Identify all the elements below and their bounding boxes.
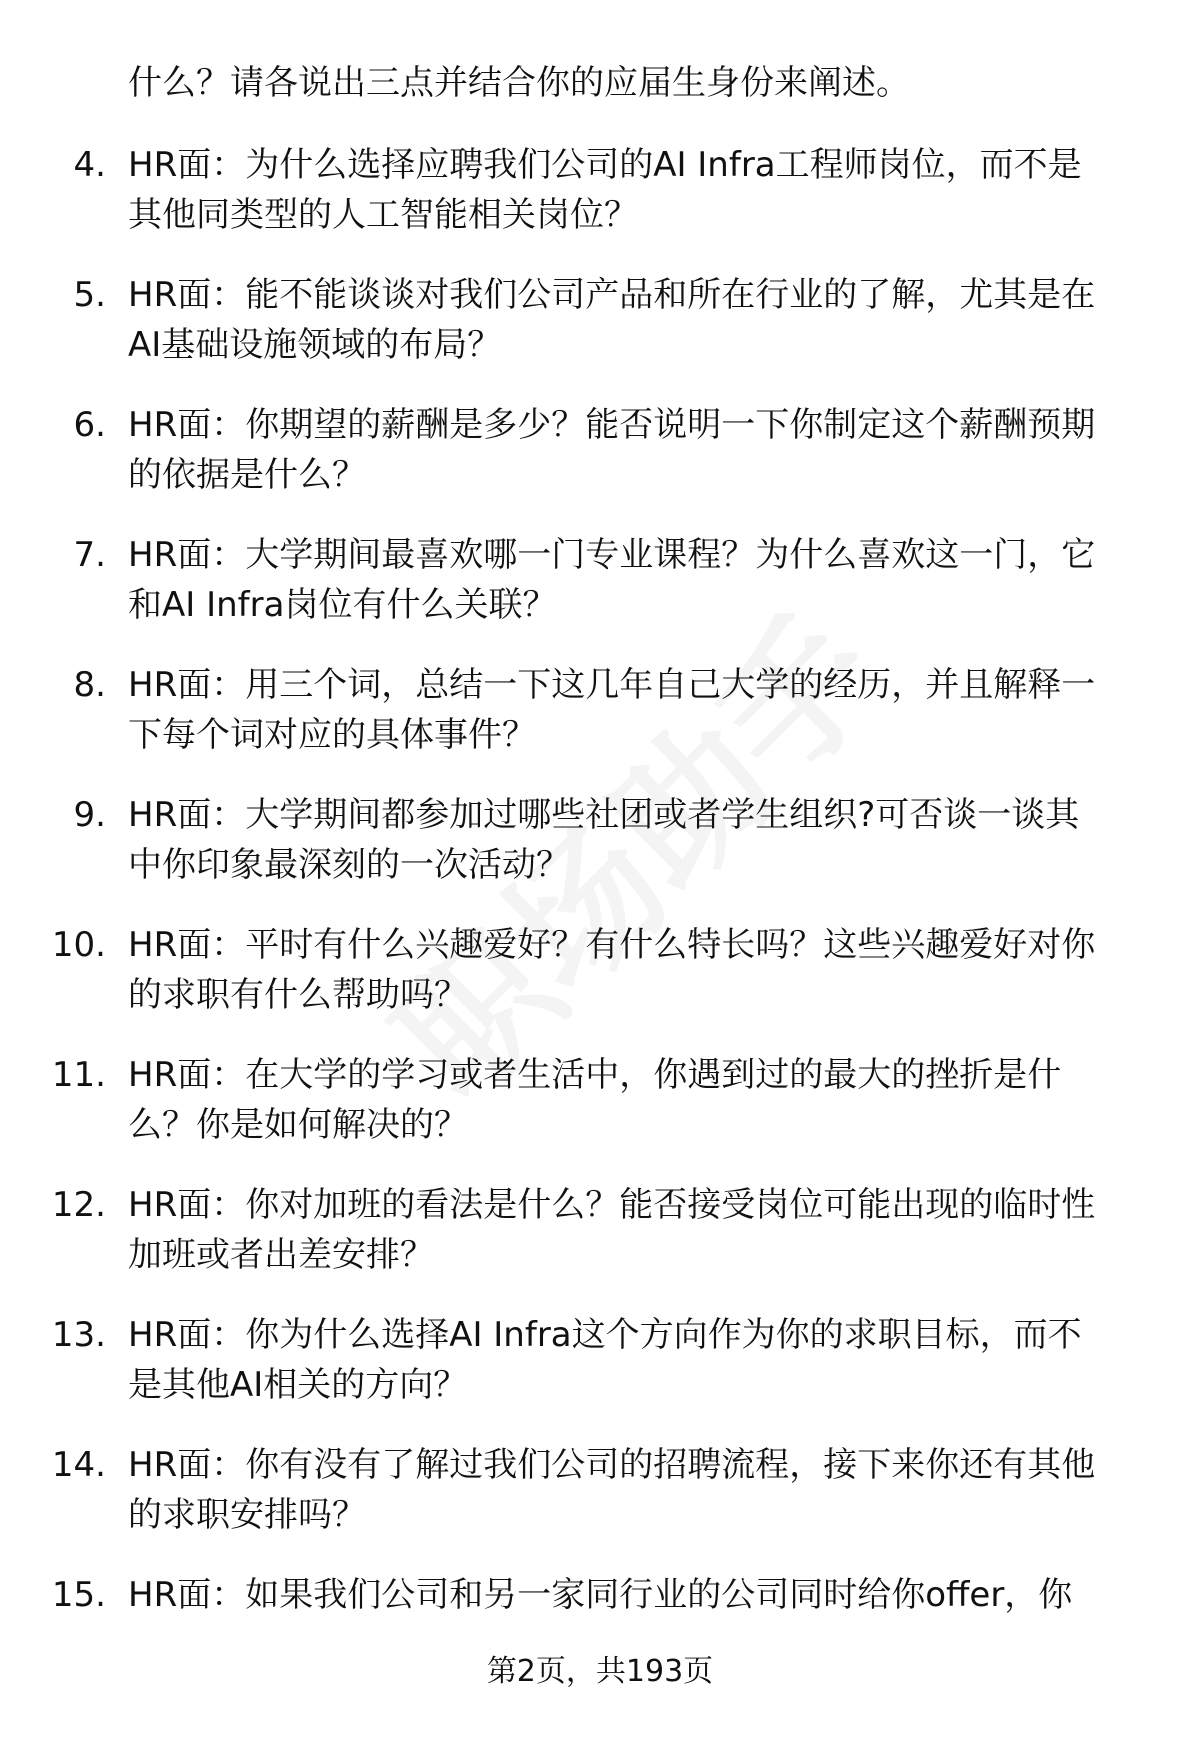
item-number: 5. xyxy=(73,275,106,315)
item-number: 10. xyxy=(51,925,106,965)
list-item xyxy=(0,530,1200,660)
list-item xyxy=(0,790,1200,920)
item-number: 7. xyxy=(73,535,106,575)
item-text: HR面：你有没有了解过我们公司的招聘流程，接下来你还有其他 的求职安排吗？ xyxy=(128,1445,1096,1535)
item-text: HR面：用三个词，总结一下这几年自己大学的经历，并且解释一 下每个词对应的具体事件？ xyxy=(128,665,1096,755)
continuation-text: 什么？请各说出三点并结合你的应届生身份来阐述。 xyxy=(128,63,910,103)
list-item xyxy=(0,140,1200,270)
item-text: HR面：你期望的薪酬是多少？能否说明一下你制定这个薪酬预期 的依据是什么？ xyxy=(128,405,1096,495)
item-text: HR面：为什么选择应聘我们公司的AI Infra工程师岗位，而不是 其他同类型的人工智能相关岗位？ xyxy=(128,145,1082,235)
item-text: HR面：你为什么选择AI Infra这个方向作为你的求职目标，而不 是其他AI相关的方向？ xyxy=(128,1315,1082,1405)
item-text: HR面：在大学的学习或者生活中，你遇到过的最大的挫折是什 么？你是如何解决的？ xyxy=(128,1055,1062,1145)
item-number: 11. xyxy=(51,1055,106,1095)
item-number: 6. xyxy=(73,405,106,445)
item-text: HR面：大学期间最喜欢哪一门专业课程？为什么喜欢这一门，它 和AI Infra岗位有什么关联？ xyxy=(128,535,1096,625)
item-number: 14. xyxy=(51,1445,106,1485)
item-text: HR面：能不能谈谈对我们公司产品和所在行业的了解，尤其是在 AI基础设施领域的布局？ xyxy=(128,275,1096,365)
list-item xyxy=(0,1050,1200,1180)
list-item xyxy=(0,400,1200,530)
page-footer: 第2页，共193页 xyxy=(486,1654,714,1689)
item-number: 15. xyxy=(51,1575,106,1615)
item-number: 8. xyxy=(73,665,106,705)
item-text: HR面：你对加班的看法是什么？能否接受岗位可能出现的临时性 加班或者出差安排？ xyxy=(128,1185,1096,1275)
item-number: 4. xyxy=(73,145,106,185)
list-item xyxy=(0,270,1200,400)
item-text: HR面：如果我们公司和另一家同行业的公司同时给你offer，你 xyxy=(128,1575,1073,1615)
list-item xyxy=(0,1180,1200,1310)
list-item xyxy=(0,1440,1200,1570)
item-text: HR面：平时有什么兴趣爱好？有什么特长吗？这些兴趣爱好对你 的求职有什么帮助吗？ xyxy=(128,925,1096,1015)
item-number: 12. xyxy=(51,1185,106,1225)
item-text: HR面：大学期间都参加过哪些社团或者学生组织?可否谈一谈其 中你印象最深刻的一次活动？ xyxy=(128,795,1080,885)
item-number: 13. xyxy=(51,1315,106,1355)
item-number: 9. xyxy=(73,795,106,835)
list-item xyxy=(0,920,1200,1050)
question-list xyxy=(0,140,1200,1700)
list-item xyxy=(0,660,1200,790)
list-item xyxy=(0,1310,1200,1440)
